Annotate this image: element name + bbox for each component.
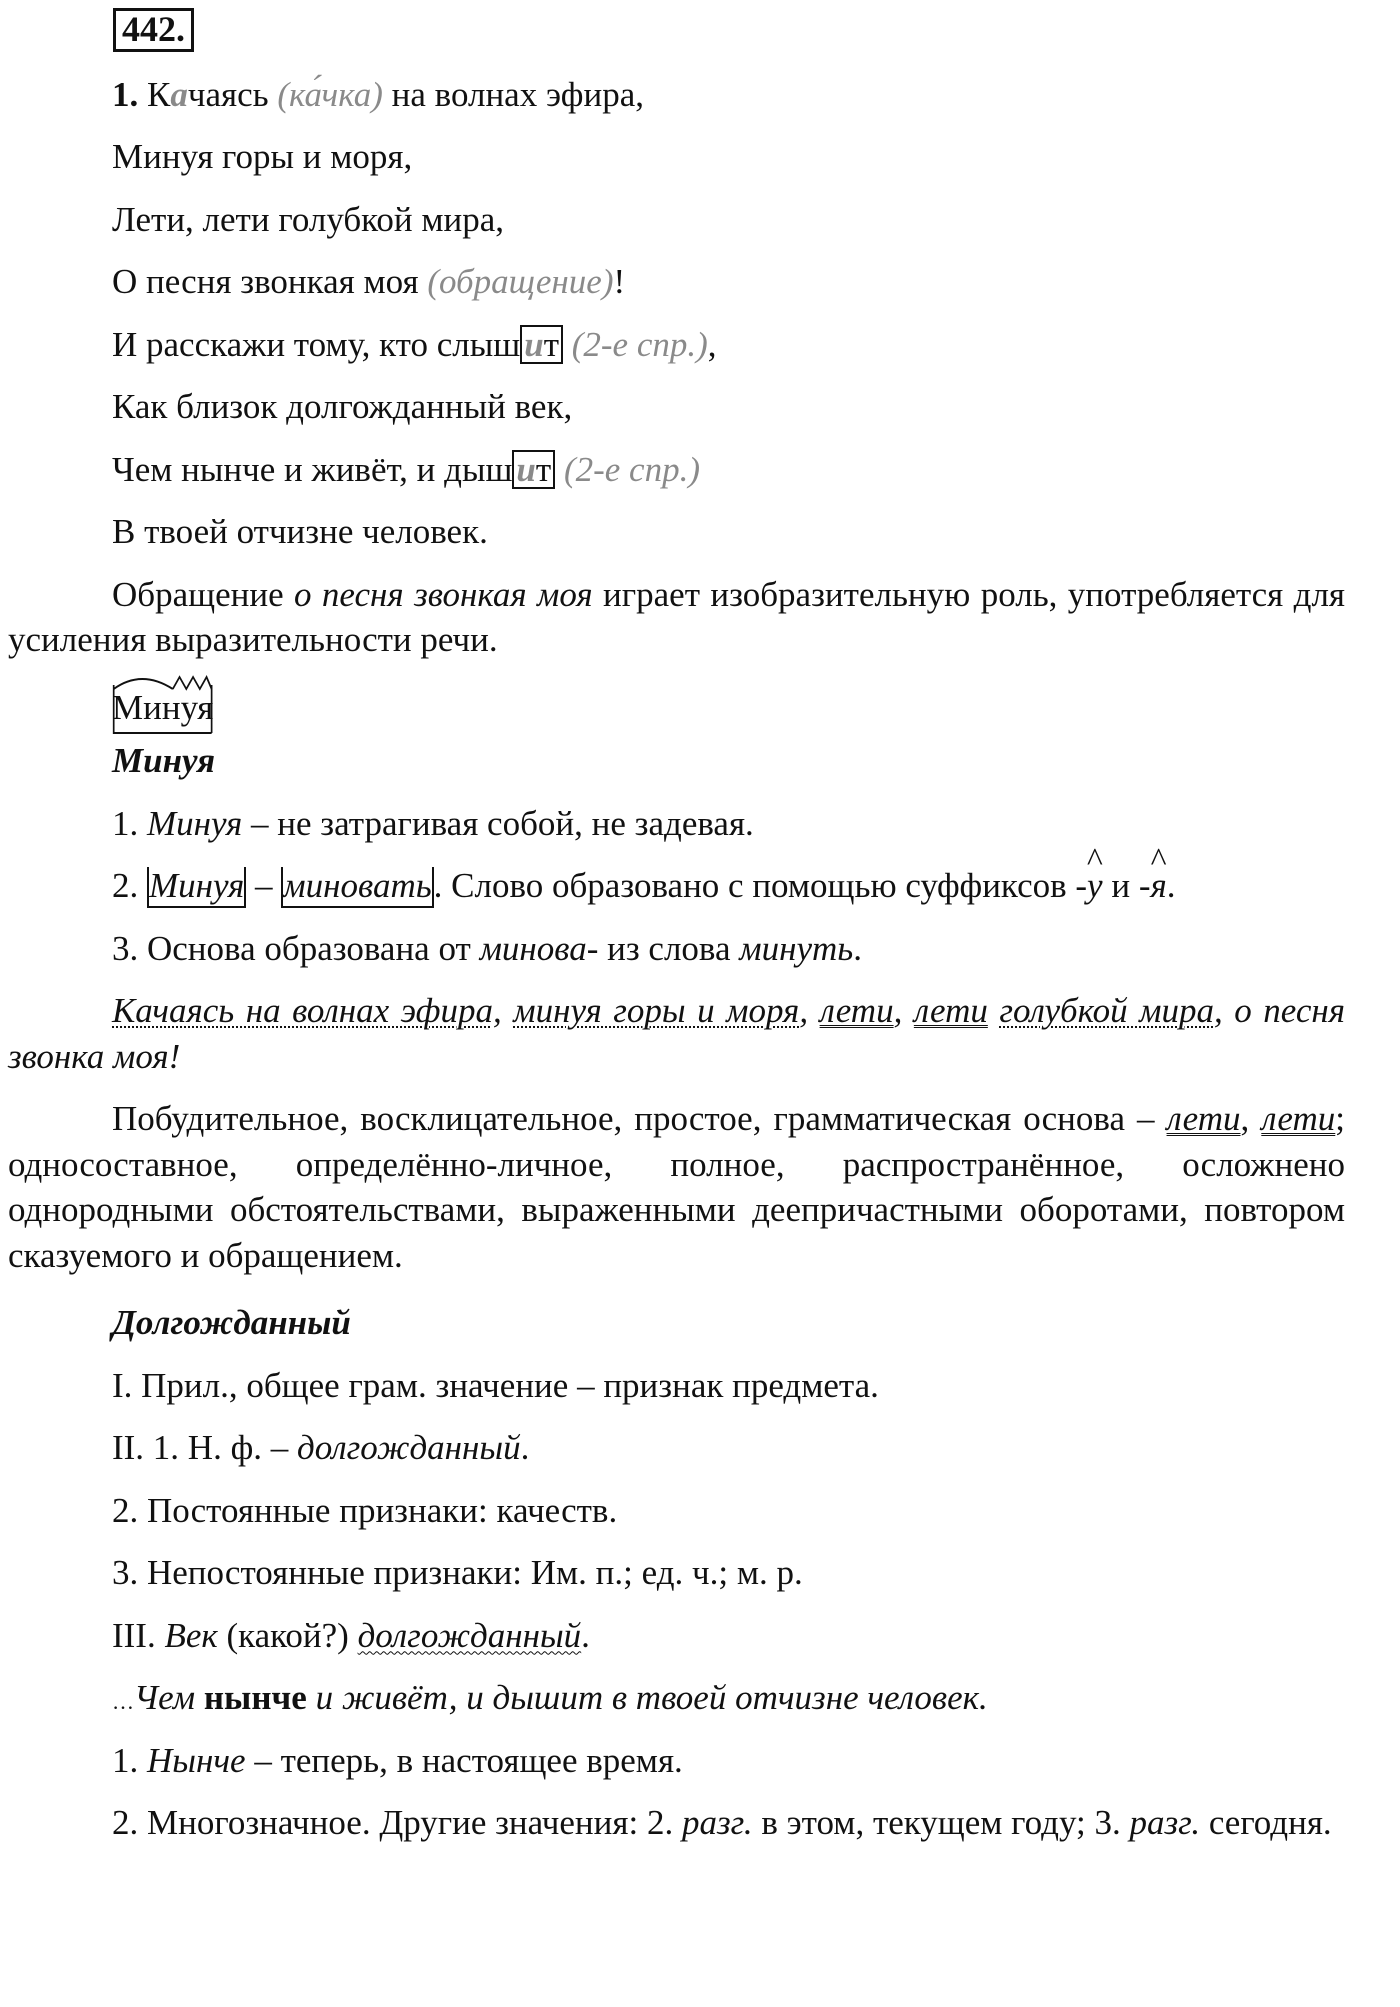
poem-line-2: Минуя горы и моря, <box>112 137 413 176</box>
conjugation-note: (2-е спр.) <box>562 324 708 364</box>
adverbial-phrase: Качаясь на волнах эфира <box>112 991 493 1030</box>
exercise-number <box>8 0 1345 53</box>
adverbial-phrase: минуя горы и моря <box>513 991 800 1030</box>
poem-line-6: Как близок долгожданный век, <box>112 387 573 426</box>
poem-line-8: В твоей отчизне человек. <box>112 512 488 551</box>
sentence-parse: Качаясь на волнах эфира, минуя горы и моря, лети, лети голубкой мира, о песня звонка моя! <box>8 991 1346 1076</box>
poem-line-4: О песня звонкая моя (обращение)! <box>112 262 626 301</box>
dolgozhdanny-line-2: II. 1. Н. ф. – долгожданный. <box>112 1428 530 1467</box>
ending-box: ит <box>512 450 555 489</box>
predicate: лети <box>913 991 988 1030</box>
predicate: лети <box>1166 1099 1241 1138</box>
ending-box: ит <box>520 325 563 364</box>
predicate: лети <box>1261 1099 1336 1138</box>
poem-line-3: Лети, лети голубкой мира, <box>112 199 505 239</box>
poem-line-1: 1. Качаясь (ка́чка) на волнах эфира, <box>112 74 644 114</box>
dolgozhdanny-line-4: 3. Непостоянные признаки: Им. п.; ед. ч.; м. р. <box>112 1553 803 1592</box>
suffix-ya: ^ я <box>1150 863 1166 909</box>
poem-line-7: Чем нынче и живёт, и дыш ит (2-е спр.) <box>112 449 700 489</box>
nynche-section <box>8 1658 1345 1783</box>
dolgozhdanny-line-1: I. Прил., общее грам. значение – признак предмета. <box>112 1365 879 1405</box>
dolgozhdanny-section <box>8 1278 1345 1658</box>
morpheme-marks <box>112 675 213 735</box>
stress-note: (ка́чка) <box>277 74 383 114</box>
address-paragraph: Обращение о песня звонкая моя играет изобразительную роль, употребляется для усиления выразительности речи. <box>8 574 1346 659</box>
suffix-u: ^ у <box>1087 863 1103 909</box>
morpheme-word: Минуя <box>112 685 213 731</box>
source-word: миновать <box>281 867 433 908</box>
minuya-point-1: 1. Минуя – не затрагивая собой, не задевая. <box>112 803 754 843</box>
dolgozhdanny-line-5: III. Век (какой?) долгожданный. <box>112 1615 590 1655</box>
minuya-section <box>8 730 1345 971</box>
poem <box>8 53 1345 555</box>
sentence-analysis: Побудительное, восклицательное, простое, грамматическая основа – лети, лети; односоставное, определённо-личное, полное, распространённое, осложнено однородными обстоятельствами, выраженными деепричастными оборотами, повтором сказуемого и обращением. <box>8 1099 1346 1275</box>
nynche-point-2: 2. Многозначное. Другие значения: 2. разг. в этом, текущем году; 3. разг. сегодня. <box>112 1803 1332 1842</box>
minuya-point-3: 3. Основа образована от минова- из слова минуть. <box>112 928 862 968</box>
address-note: (обращение) <box>427 262 614 301</box>
adverbial-phrase: голубкой мира <box>999 991 1214 1030</box>
nynche-quote: …Чем нынче и живёт, и дышит в твоей отчизне человек. <box>112 1678 988 1717</box>
derived-word: Минуя <box>147 867 246 908</box>
dolgozhdanny-heading: Долгожданный <box>112 1303 351 1342</box>
nynche-point-1: 1. Нынче – теперь, в настоящее время. <box>112 1740 683 1780</box>
conjugation-note: (2-е спр.) <box>555 449 700 489</box>
morpheme-parse <box>8 663 1345 731</box>
minuya-heading: Минуя <box>112 741 216 780</box>
predicate: лети <box>819 991 894 1030</box>
dolgozhdanny-line-3: 2. Постоянные признаки: качеств. <box>112 1490 618 1530</box>
attribute-word: долгожданный <box>357 1615 582 1655</box>
poem-line-5: И расскажи тому, кто слыш ит (2-е спр.), <box>112 324 717 364</box>
exercise-number-box: 442. <box>113 8 194 52</box>
minuya-point-2: 2. Минуя – миновать. Слово образовано с помощью суффиксов -^ у и -^ я. <box>112 846 1345 909</box>
